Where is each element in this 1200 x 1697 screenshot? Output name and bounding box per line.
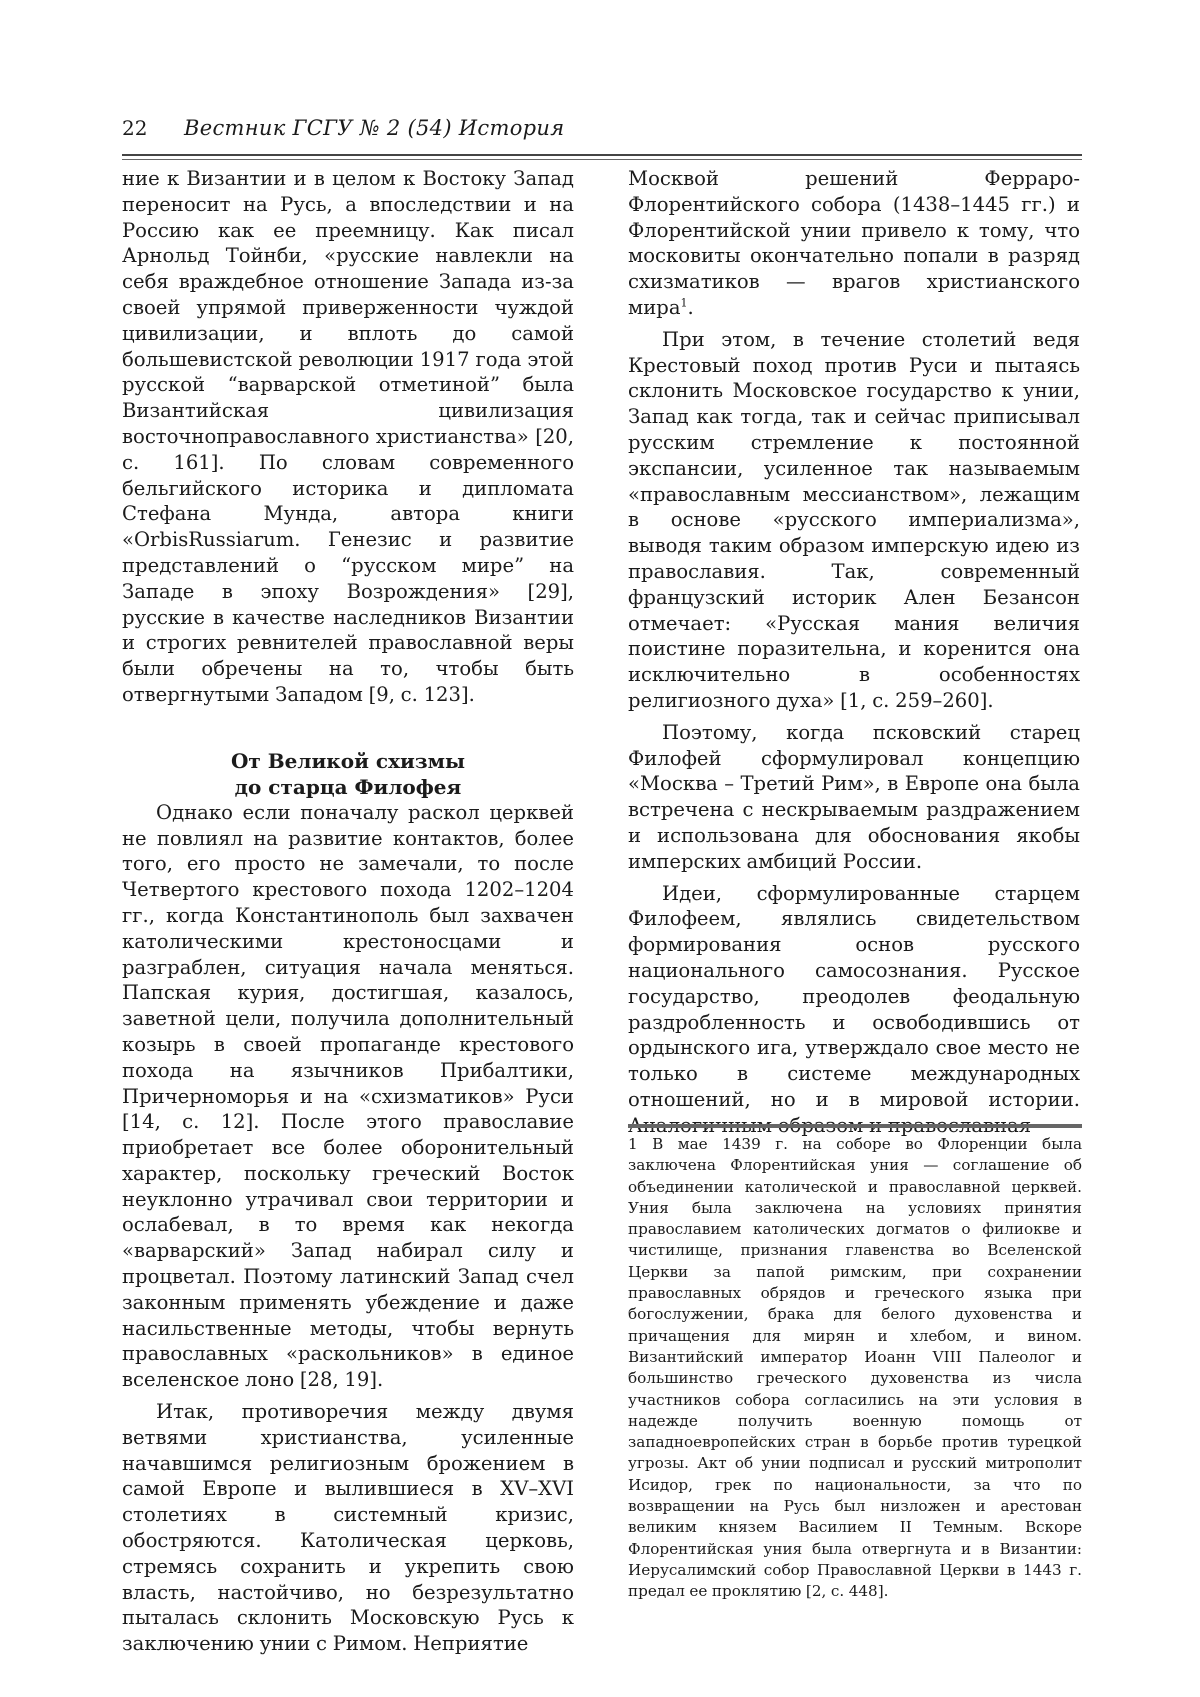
left-column [122,166,574,1663]
footnote-marker: 1 [680,296,688,310]
right-column [628,166,1080,1144]
paragraph: Итак, противоречия между двумя ветвями христианства, усиленные начавшимся религиозным брожением в самой Европе и вылившиеся в XV–XVI столетиях в системный кризис, обостряются. Католическая церковь, стремясь сохранить и укрепить свою власть, настойчиво, но безрезультатно пыталась склонить Московскую Русь к заключению унии с Римом. Неприятие [122,1400,574,1656]
header-rule-thin [122,159,1082,160]
section-heading-line: От Великой схизмы [230,748,466,773]
footnote-rule [628,1124,1082,1128]
header-rule-thick [122,154,1082,156]
footnote: 1 В мае 1439 г. на соборе во Флоренции была заключена Флорентийская уния — соглашение об объединении католической и православной церквей. Уния была заключена на условиях принятия православием католических догматов о филиокве и чистилище, признания главенства во Вселенской Церкви за папой римским, при сохранении православных обрядов и греческого языка при богослужении, брака для белого духовенства и причащения для мирян и хлебом, и вином. Византийский император Иоанн VIII Палеолог и большинство греческого духовенства из числа участников собора согласились на эти условия в надежде получить военную помощь от западноевропейских стран в борьбе против турецкой угрозы. Акт об унии подписал и русский митрополит Исидор, грек по национальности, за что по возвращении на Русь был низложен и арестован великим князем Василием II Темным. Вскоре Флорентийская уния была отвергнута и в Византии: Иерусалимский собор Православной Церкви в 1443 г. предал ее проклятию [2, с. 448]. [628,1135,1082,1601]
paragraph: Однако если поначалу раскол церквей не повлиял на развитие контактов, более того, его просто не замечали, то после Четвертого крестового похода 1202–1204 гг., когда Константинополь был захвачен католическими крестоносцами и разграблен, ситуация начала меняться. Папская курия, достигшая, казалось, заветной цели, получила дополнительный козырь в своей пропаганде крестового похода на язычников Прибалтики, Причерноморья и на «схизматиков» Руси [14, с. 12]. После этого православие приобретает все более оборонительный характер, поскольку греческий Восток неуклонно утрачивал свои территории и ослабевал, в то время как некогда «варварский» Запад набирал силу и процветал. Поэтому латинский Запад счел законным применять убеждение и даже насильственные методы, чтобы вернуть православных «раскольников» в единое вселенское лоно [28, 19]. [122,800,574,1392]
section-heading [122,748,574,800]
paragraph-text: Москвой решений Ферраро-Флорентийского собора (1438–1445 гг.) и Флорентийской унии привело к тому, что московиты окончательно попали в разряд схизматиков — врагов христианского мира [628,167,1080,319]
paragraph [628,166,1080,321]
paragraph: ние к Византии и в целом к Востоку Запад переносит на Русь, а впоследствии и на Россию как ее преемницу. Как писал Арнольд Тойнби, «русские навлекли на себя враждебное отношение Запада из-за своей упрямой приверженности чуждой цивилизации, и вплоть до самой большевистской революции 1917 года этой русской “варварской отметиной” была Византийская цивилизация восточноправославного христианства» [20, с. 161]. По словам современного бельгийского историка и дипломата Стефана Мунда, автора книги «OrbisRussiarum. Генезис и развитие представлений о “русском мире” на Западе в эпоху Возрождения» [29], русские в качестве наследников Византии и строгих ревнителей православной веры были обречены на то, чтобы быть отвергнутыми Западом [9, с. 123]. [122,167,574,706]
section-heading-line: до старца Филофея [234,774,462,799]
page-number: 22 [122,116,148,140]
paragraph-end: . [687,295,694,319]
running-header [122,116,1082,156]
paragraph: Поэтому, когда псковский старец Филофей сформулировал концепцию «Москва – Третий Рим», в Европе она была встречена с нескрываемым раздражением и использована для обоснования якобы имперских амбиций России. [628,720,1080,873]
paragraph: При этом, в течение столетий ведя Крестовый поход против Руси и пытаясь склонить Московское государство к унии, Запад как тогда, так и сейчас приписывал русским стремление к постоянной экспансии, усиленное так называемым «православным мессианством», лежащим в основе «русского империализма», выводя таким образом имперскую идею из православия. Так, современный французский историк Ален Безансон отмечает: «Русская мания величия поистине поразительна, и коренится она исключительно в особенностях религиозного духа» [1, с. 259–260]. [628,327,1080,712]
journal-title: Вестник ГСГУ № 2 (54) История [184,116,565,140]
paragraph: Идеи, сформулированные старцем Филофеем, являлись свидетельством формирования основ русского национального самосознания. Русское государство, преодолев феодальную раздробленность и освободившись от ордынского ига, утверждало свое место не только в системе международных отношений, но и в мировой истории. Аналогичным образом и православная [628,881,1080,1137]
